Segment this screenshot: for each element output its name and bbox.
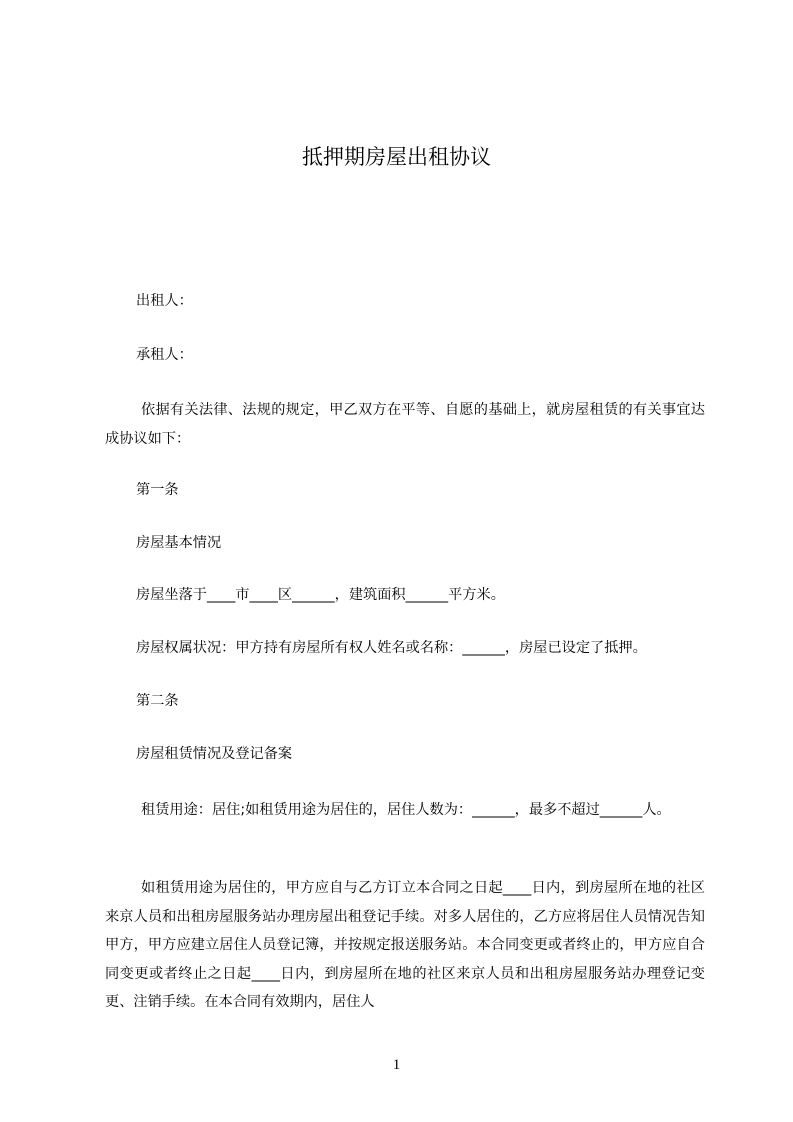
usage-paragraph: 租赁用途：居住;如租赁用途为居住的，居住人数为：______，最多不超过______人。 <box>141 802 671 818</box>
intro-paragraph: 依据有关法律、法规的规定，甲乙双方在平等、自愿的基础上，就房屋租赁的有关事宜达成协议如下： <box>105 402 705 447</box>
article-2-heading: 第二条 <box>136 693 179 709</box>
house-location-clause: 房屋坐落于____市____区______，建筑面积______平方米。 <box>136 587 505 603</box>
registration-paragraph: 如租赁用途为居住的，甲方应自与乙方订立本合同之日起____日内，到房屋所在地的社区来京人员和出租房屋服务站办理房屋出租登记手续。对多人居住的，乙方应将居住人员情况告知甲方，甲方应建立居住人员登记簿，并按规定报送服务站。本合同变更或者终止的，甲方应自合同变更或者终止之日起____日内，到房屋所在地的社区来京人员和出租房屋服务站办理登记变更、注销手续。在本合同有效期内，居住人 <box>105 880 705 1010</box>
article-2-subheading: 房屋租赁情况及登记备案 <box>136 746 293 762</box>
article-1-subheading: 房屋基本情况 <box>136 535 222 551</box>
article-1-heading: 第一条 <box>136 482 179 498</box>
lessee-label: 承租人： <box>136 347 193 363</box>
ownership-clause: 房屋权属状况：甲方持有房屋所有权人姓名或名称：______，房屋已设定了抵押。 <box>136 640 647 656</box>
lessor-label: 出租人： <box>136 293 193 309</box>
document-title: 抵押期房屋出租协议 <box>302 145 491 169</box>
page-number: 1 <box>392 1057 401 1073</box>
